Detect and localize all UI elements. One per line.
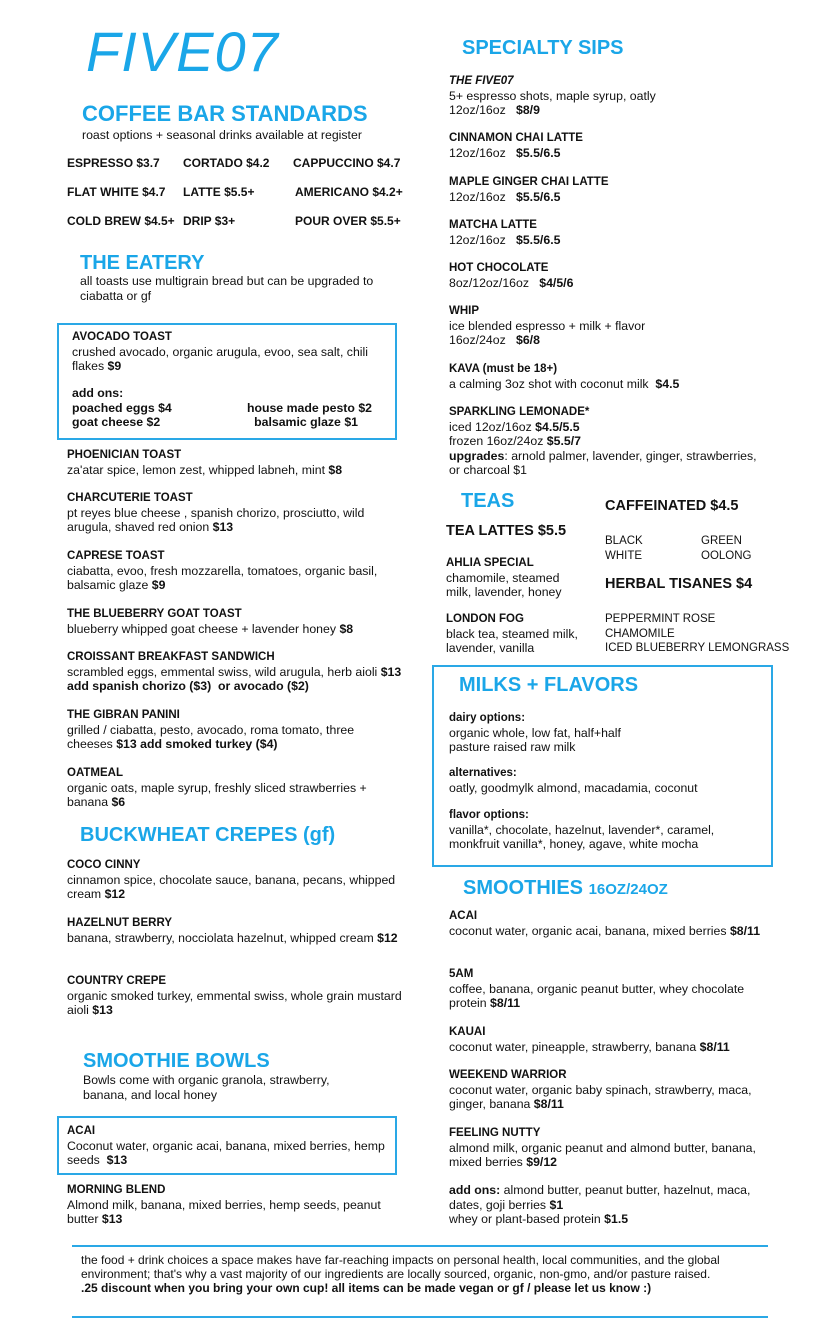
item-name: MAPLE GINGER CHAI LATTE bbox=[449, 176, 609, 188]
price: $1.5 bbox=[604, 1212, 629, 1226]
item-desc bbox=[449, 1141, 769, 1170]
milks-title: MILKS + FLAVORS bbox=[459, 674, 639, 696]
item-name: THE BLUEBERRY GOAT TOAST bbox=[67, 608, 242, 620]
price: $5.5/6.5 bbox=[516, 189, 561, 204]
coffee-item: FLAT WHITE $4.7 bbox=[67, 185, 166, 199]
desc-text: 12oz/16oz bbox=[449, 189, 516, 204]
logo: FIVE07 bbox=[86, 20, 279, 83]
desc-text: whey or plant-based protein bbox=[449, 1212, 605, 1226]
item-desc bbox=[446, 627, 581, 656]
footer bbox=[81, 1253, 761, 1295]
item-name: KAVA (must be 18+) bbox=[449, 363, 558, 375]
item-name: OATMEAL bbox=[67, 767, 124, 779]
coffee-item: COLD BREW $4.5+ bbox=[67, 214, 175, 228]
item-desc bbox=[449, 1183, 769, 1212]
desc-text: 12oz/16oz bbox=[449, 232, 516, 247]
crepes-title: BUCKWHEAT CREPES (gf) bbox=[80, 824, 336, 846]
menu-item bbox=[449, 909, 769, 938]
item-desc bbox=[449, 190, 769, 205]
desc-text: ciabatta, evoo, fresh mozzarella, tomatoes, organic basil, balsamic glaze bbox=[67, 563, 381, 592]
item-name: HOT CHOCOLATE bbox=[449, 262, 549, 274]
item-desc bbox=[449, 726, 759, 741]
price: $13 bbox=[106, 1153, 128, 1167]
menu-item bbox=[449, 1068, 769, 1112]
addon: poached eggs $4 bbox=[72, 400, 172, 415]
item-name: MATCHA LATTE bbox=[449, 219, 537, 231]
tea: ICED BLUEBERRY LEMONGRASS bbox=[605, 642, 790, 654]
desc-text: 12oz/16oz bbox=[449, 103, 516, 117]
item-name: CROISSANT BREAKFAST SANDWICH bbox=[67, 651, 275, 663]
menu-item bbox=[446, 556, 581, 600]
coffee-item: LATTE $5.5+ bbox=[183, 185, 255, 199]
price: $13 bbox=[212, 520, 234, 534]
item-name: ACAI bbox=[67, 1125, 96, 1137]
bowls-title: SMOOTHIE BOWLS bbox=[83, 1050, 270, 1072]
item-desc bbox=[449, 1083, 769, 1112]
item-name: alternatives: bbox=[449, 767, 517, 779]
tea: GREEN bbox=[701, 535, 742, 547]
price: $13 bbox=[101, 1212, 123, 1226]
menu-item bbox=[67, 708, 402, 752]
teas-title: TEAS bbox=[461, 490, 515, 512]
eatery-title: THE EATERY bbox=[80, 252, 205, 274]
menu-item bbox=[449, 74, 769, 118]
item-name: flavor options: bbox=[449, 809, 529, 821]
desc-text: crushed avocado, organic arugula, evoo, sea salt, chili flakes bbox=[72, 344, 368, 373]
item-name: WHIP bbox=[449, 305, 480, 317]
item-desc bbox=[67, 564, 402, 593]
item-name: CHARCUTERIE TOAST bbox=[67, 492, 193, 504]
eatery-subtitle: all toasts use multigrain bread but can be upgraded to ciabatta or gf bbox=[80, 274, 374, 303]
menu-item bbox=[449, 1025, 769, 1054]
tea: WHITE bbox=[605, 549, 643, 562]
coffee-item: CORTADO $4.2 bbox=[183, 156, 270, 170]
desc-text: coconut water, organic acai, banana, mixed berries bbox=[449, 923, 730, 938]
price: $12 bbox=[377, 930, 398, 945]
menu-item bbox=[449, 218, 769, 247]
item-desc bbox=[449, 449, 769, 478]
price: $4/5/6 bbox=[539, 275, 574, 290]
price: $5.5/6.5 bbox=[516, 145, 561, 160]
item-desc bbox=[446, 571, 581, 600]
price: $8/11 bbox=[533, 1097, 564, 1111]
item-desc bbox=[449, 377, 769, 392]
item-name: ACAI bbox=[449, 910, 478, 922]
desc-text: organic whole, low fat, half+half bbox=[449, 725, 621, 740]
price: $9 bbox=[151, 578, 166, 592]
coffee-item: ESPRESSO $3.7 bbox=[67, 156, 160, 170]
desc-text: frozen 16oz/24oz bbox=[449, 434, 547, 448]
footer-rule-bottom bbox=[72, 1316, 768, 1318]
price: $6/8 bbox=[516, 333, 540, 347]
item-name: SPARKLING LEMONADE* bbox=[449, 406, 590, 418]
sips-title: SPECIALTY SIPS bbox=[462, 37, 624, 59]
item-name: COUNTRY CREPE bbox=[67, 975, 167, 987]
item-desc bbox=[67, 873, 402, 902]
desc-text: grilled / ciabatta, pesto, avocado, roma tomato, three cheeses bbox=[67, 722, 358, 751]
item-desc bbox=[449, 333, 769, 348]
footer-text: the food + drink choices a space makes have far-reaching impacts on personal health, local communities, and the global environment; that's why a vast majority of our ingredients are locally sourced, organic, non-gmo, and/or pasture raised. bbox=[81, 1253, 720, 1281]
price: $5.5/7 bbox=[546, 434, 581, 448]
desc-text: organic smoked turkey, emmental swiss, whole grain mustard aioli bbox=[67, 988, 406, 1017]
price: $4.5/5.5 bbox=[535, 419, 580, 434]
menu-item bbox=[67, 549, 402, 593]
smoothies-title bbox=[463, 877, 668, 901]
item-name: HAZELNUT BERRY bbox=[67, 917, 172, 929]
desc-text: 5+ espresso shots, maple syrup, oatly bbox=[449, 88, 656, 103]
desc-text: chamomile, steamed milk, lavender, honey bbox=[446, 570, 563, 599]
menu-item bbox=[449, 1126, 769, 1170]
menu-item bbox=[449, 362, 769, 391]
item-desc bbox=[67, 1139, 397, 1168]
menu-item bbox=[67, 974, 406, 1018]
item-name: COCO CINNY bbox=[67, 859, 141, 871]
price: add ons: bbox=[449, 1183, 504, 1197]
item-name: WEEKEND WARRIOR bbox=[449, 1069, 567, 1081]
smoothies-label: SMOOTHIES bbox=[463, 877, 584, 899]
menu-item bbox=[67, 491, 402, 535]
footer-note: .25 discount when you bring your own cup! all items can be made vegan or gf / please let us know :) bbox=[81, 1281, 652, 1295]
desc-text: almond milk, organic peanut and almond butter, banana, mixed berries bbox=[449, 1140, 760, 1169]
desc-text: cinnamon spice, chocolate sauce, banana, pecans, whipped cream bbox=[67, 872, 399, 901]
item-desc bbox=[67, 463, 402, 478]
desc-text: 16oz/24oz bbox=[449, 333, 516, 347]
item-name: CINNAMON CHAI LATTE bbox=[449, 132, 583, 144]
menu-item bbox=[67, 766, 402, 810]
desc-text: almond butter, peanut butter, hazelnut, maca, dates, goji berries bbox=[449, 1183, 754, 1212]
item-desc bbox=[449, 319, 769, 334]
item-desc bbox=[449, 823, 759, 852]
item-desc bbox=[67, 664, 409, 694]
item-desc bbox=[449, 781, 759, 796]
item-desc bbox=[449, 146, 769, 161]
desc-text: coffee, banana, organic peanut butter, whey chocolate protein bbox=[449, 981, 748, 1010]
tea: CHAMOMILE bbox=[605, 627, 675, 640]
coffee-subtitle: roast options + seasonal drinks available at register bbox=[82, 128, 362, 142]
item-desc bbox=[449, 982, 769, 1011]
menu-item bbox=[67, 916, 402, 945]
desc-text: : arnold palmer, lavender, ginger, strawberries, or charcoal $1 bbox=[449, 448, 760, 477]
item-desc bbox=[67, 506, 402, 535]
menu-item bbox=[449, 766, 759, 795]
desc-text: vanilla*, chocolate, hazelnut, lavender*, caramel, monkfruit vanilla*, honey, agave, white mocha bbox=[449, 822, 718, 851]
item-desc bbox=[449, 1212, 769, 1227]
coffee-item: DRIP $3+ bbox=[183, 214, 236, 228]
price: $13 bbox=[92, 1003, 113, 1017]
menu-item bbox=[449, 967, 769, 1011]
addon: balsamic glaze $1 bbox=[254, 415, 358, 429]
footer-rule-top bbox=[72, 1245, 768, 1247]
item-desc bbox=[449, 924, 769, 939]
menu-item bbox=[449, 175, 769, 204]
item-name: AVOCADO TOAST bbox=[72, 331, 172, 343]
price: $1 bbox=[549, 1197, 564, 1212]
item-name: CAPRESE TOAST bbox=[67, 550, 165, 562]
bowls-subtitle: Bowls come with organic granola, strawberry, banana, and local honey bbox=[83, 1073, 330, 1102]
item-name: LONDON FOG bbox=[446, 613, 524, 625]
item-desc bbox=[449, 740, 759, 755]
item-name: THE GIBRAN PANINI bbox=[67, 709, 180, 721]
desc-text: a calming 3oz shot with coconut milk bbox=[449, 376, 656, 391]
menu-item bbox=[449, 808, 759, 852]
desc-text: pasture raised raw milk bbox=[449, 740, 576, 754]
item-desc bbox=[449, 89, 769, 104]
item-desc bbox=[449, 434, 769, 449]
price: $5.5/6.5 bbox=[516, 232, 561, 247]
desc-text: blueberry whipped goat cheese + lavender honey bbox=[67, 621, 340, 636]
item-name: AHLIA SPECIAL bbox=[446, 557, 534, 569]
desc-text: coconut water, organic baby spinach, strawberry, maca, ginger, banana bbox=[449, 1082, 755, 1111]
menu-item bbox=[67, 650, 409, 694]
herbal-title: HERBAL TISANES $4 bbox=[605, 576, 753, 592]
coffee-item: POUR OVER $5.5+ bbox=[295, 214, 401, 228]
coffee-item: CAPPUCCINO $4.7 bbox=[293, 156, 401, 170]
item-desc bbox=[67, 1198, 397, 1227]
herbal-list bbox=[605, 612, 789, 656]
coffee-title: COFFEE BAR STANDARDS bbox=[82, 101, 368, 126]
featured-item bbox=[72, 330, 372, 374]
item-name: KAUAI bbox=[449, 1026, 486, 1038]
item-desc bbox=[449, 276, 769, 291]
item-desc bbox=[449, 420, 769, 435]
item-desc bbox=[67, 781, 402, 810]
menu-item bbox=[449, 304, 769, 348]
menu-item bbox=[67, 607, 402, 636]
desc-text: scrambled eggs, emmental swiss, wild arugula, herb aioli bbox=[67, 664, 381, 679]
tea: PEPPERMINT ROSE bbox=[605, 613, 716, 625]
desc-text: 8oz/12oz/16oz bbox=[449, 275, 540, 290]
coffee-item: AMERICANO $4.2+ bbox=[295, 185, 403, 199]
price: $8/11 bbox=[490, 996, 521, 1010]
item-desc bbox=[67, 622, 402, 637]
caffeinated-title: CAFFEINATED $4.5 bbox=[605, 498, 739, 514]
price: $8 bbox=[339, 621, 354, 636]
desc-text: Almond milk, banana, mixed berries, hemp seeds, peanut butter bbox=[67, 1197, 385, 1226]
menu-item bbox=[449, 1183, 769, 1227]
addons-label: add ons: bbox=[72, 386, 124, 400]
item-desc bbox=[449, 103, 769, 118]
menu-item bbox=[449, 261, 769, 290]
menu-item bbox=[67, 858, 402, 902]
item-name: FEELING NUTTY bbox=[449, 1127, 541, 1139]
price: $8/9 bbox=[516, 103, 540, 117]
menu-item bbox=[67, 1124, 397, 1168]
item-desc bbox=[449, 233, 769, 248]
menu-item bbox=[449, 131, 769, 160]
addons bbox=[72, 386, 372, 430]
caffeinated-list bbox=[605, 534, 775, 563]
addon: house made pesto $2 bbox=[246, 400, 372, 415]
addon: goat cheese $2 bbox=[72, 415, 161, 429]
item-name: 5AM bbox=[449, 968, 474, 980]
item-name: PHOENICIAN TOAST bbox=[67, 449, 182, 461]
item-desc bbox=[67, 723, 402, 752]
price: $8/11 bbox=[729, 923, 761, 938]
smoothies-sizes: 16OZ/24OZ bbox=[588, 881, 668, 898]
item-desc bbox=[67, 931, 402, 946]
menu-item bbox=[67, 448, 402, 477]
desc-text: za'atar spice, lemon zest, whipped labneh, mint bbox=[67, 462, 329, 477]
price: $8 bbox=[328, 462, 343, 477]
price: $9/12 bbox=[526, 1155, 558, 1169]
item-desc bbox=[449, 1040, 769, 1055]
item-desc bbox=[67, 988, 406, 1018]
menu-item bbox=[67, 1183, 397, 1227]
desc-text: black tea, steamed milk, lavender, vanilla bbox=[446, 626, 582, 655]
menu-item bbox=[446, 612, 581, 656]
item-name: MORNING BLEND bbox=[67, 1184, 166, 1196]
desc-text: banana, strawberry, nocciolata hazelnut, whipped cream bbox=[67, 930, 378, 945]
tea: OOLONG bbox=[701, 549, 752, 562]
price: $13 add spanish chorizo ($3) or avocado ($2) bbox=[67, 664, 409, 693]
desc-text: coconut water, pineapple, strawberry, banana bbox=[449, 1039, 700, 1054]
item-name: dairy options: bbox=[449, 712, 526, 724]
item-name: THE FIVE07 bbox=[449, 75, 514, 87]
tea-lattes-title: TEA LATTES $5.5 bbox=[446, 523, 567, 539]
price: $4.5 bbox=[655, 376, 680, 391]
menu-item bbox=[449, 711, 759, 755]
item-desc bbox=[72, 345, 372, 374]
desc-text: organic oats, maple syrup, freshly sliced strawberries + banana bbox=[67, 780, 371, 809]
desc-text: 12oz/16oz bbox=[449, 145, 516, 160]
desc-text: ice blended espresso + milk + flavor bbox=[449, 318, 646, 333]
desc-text: oatly, goodmylk almond, macadamia, coconut bbox=[449, 780, 698, 795]
price: $13 add smoked turkey ($4) bbox=[116, 737, 278, 751]
price: $6 bbox=[111, 795, 126, 809]
price: upgrades bbox=[449, 448, 505, 463]
desc-text: iced 12oz/16oz bbox=[449, 419, 536, 434]
desc-text: pt reyes blue cheese , spanish chorizo, prosciutto, wild arugula, shaved red onion bbox=[67, 505, 368, 534]
price: $9 bbox=[107, 359, 122, 373]
price: $8/11 bbox=[699, 1039, 730, 1054]
tea: BLACK bbox=[605, 535, 643, 547]
menu-item bbox=[449, 405, 769, 478]
desc-text: Coconut water, organic acai, banana, mixed berries, hemp seeds bbox=[67, 1138, 389, 1167]
price: $12 bbox=[104, 887, 126, 901]
